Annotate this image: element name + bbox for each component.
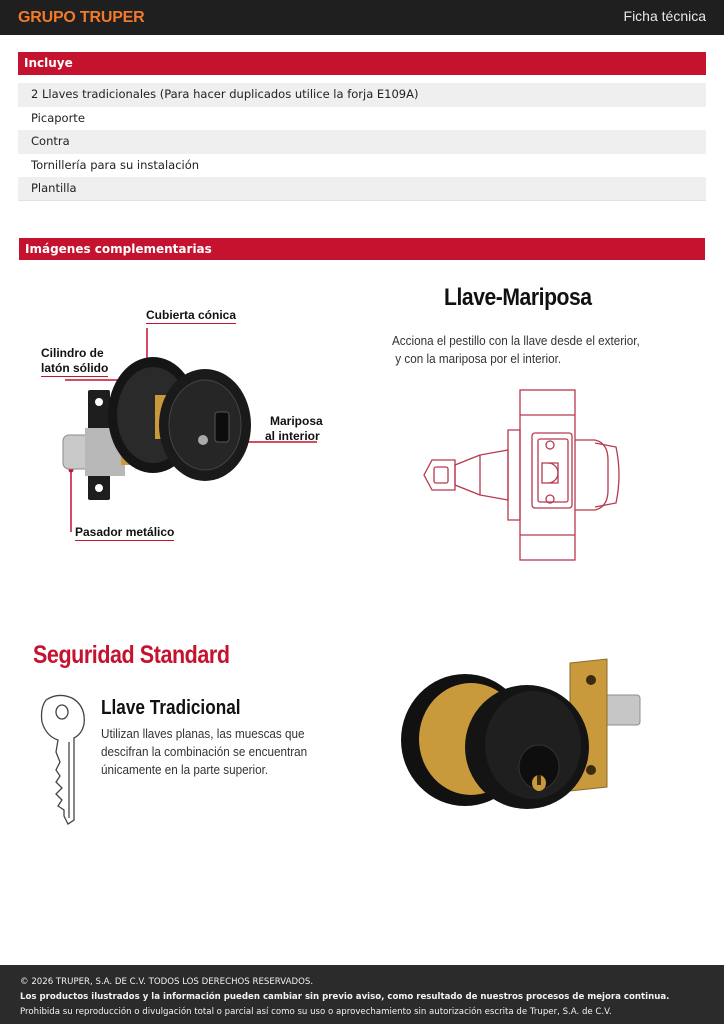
llave-tradicional-description [101,725,317,779]
section-title-incluye: Incluye [18,52,706,75]
callout-mariposa-2: al interior [265,429,320,443]
brand-logo: GRUPO TRUPER [18,9,145,26]
llave-mariposa-description [392,332,644,368]
description-line: únicamente en la parte superior. [101,762,269,777]
description-line: y con la mariposa por el interior. [392,351,562,366]
list-item: Tornillería para su instalación [18,154,706,178]
seguridad-title: Seguridad Standard [33,641,230,669]
description-line: Acciona el pestillo con la llave desde el exterior, [392,333,640,348]
section-title-imagenes: Imágenes complementarias [19,238,705,260]
document-type: Ficha técnica [623,8,706,24]
includes-list [18,83,706,201]
key-icon [38,692,90,827]
deadbolt-product-image [395,655,650,815]
callout-cubierta: Cubierta cónica [146,308,237,322]
description-line: Utilizan llaves planas, las muescas que [101,726,305,741]
lock-mechanism-diagram-icon [420,385,630,565]
footer-legal: Prohibida su reproducción o divulgación total o parcial así como su uso o aprovechamiento sin autorización escrita de Truper, S.A. de C.V. [20,1007,612,1017]
callout-mariposa-1: Mariposa [270,414,323,428]
footer-notice: Los productos ilustrados y la información pueden cambiar sin previo aviso, como resultado de nuestros procesos de mejora continua. [20,992,670,1002]
callout-pasador: Pasador metálico [75,525,175,539]
llave-tradicional-title: Llave Tradicional [101,697,241,719]
divider [18,200,706,201]
list-item: 2 Llaves tradicionales (Para hacer duplicados utilice la forja E109A) [18,83,706,107]
list-item: Plantilla [18,177,706,201]
page-header [0,0,724,35]
description-line: descifran la combinación se encuentran [101,744,308,759]
llave-mariposa-title: Llave-Mariposa [444,284,592,311]
callout-cilindro-1: Cilindro de [41,346,104,360]
page-footer [0,965,724,1024]
footer-copyright: © 2026 TRUPER, S.A. DE C.V. TODOS LOS DERECHOS RESERVADOS. [20,977,314,987]
list-item: Contra [18,130,706,154]
list-item: Picaporte [18,107,706,131]
callout-cilindro-2: latón sólido [41,361,109,375]
